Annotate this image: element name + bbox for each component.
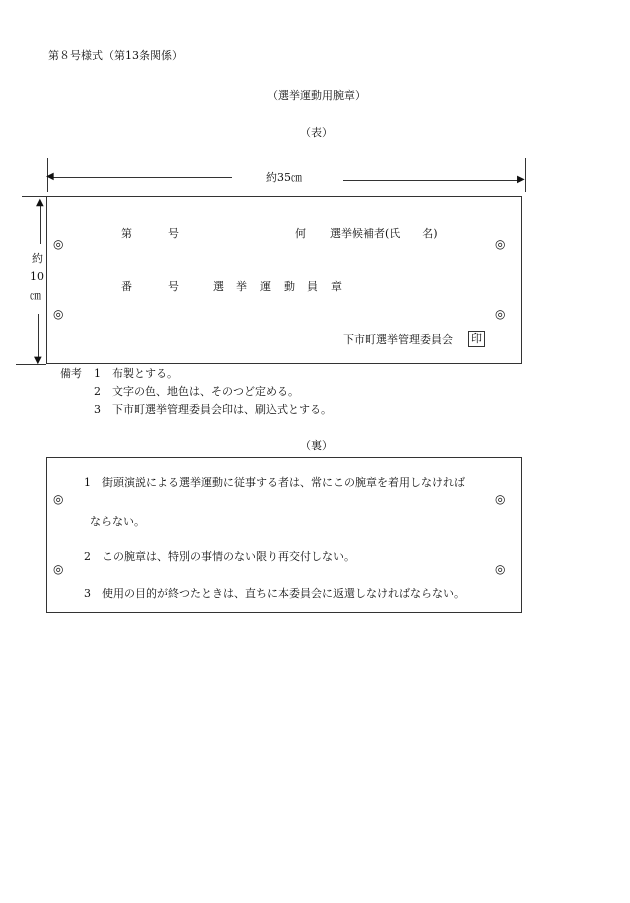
height-arrow-line-top <box>40 204 41 244</box>
committee-name: 下市町選挙管理委員会 <box>343 333 453 346</box>
candidate-name-label: 選挙候補者(氏 名) <box>330 227 438 240</box>
note-2-number: 2 <box>94 385 101 398</box>
row1-dai: 第 <box>121 227 132 240</box>
width-arrow-line-right <box>343 180 519 181</box>
back-item-1-number: 1 <box>84 476 91 489</box>
note-3-number: 3 <box>94 403 101 416</box>
back-hole-bottom-right-icon: ◎ <box>495 562 506 576</box>
title-char-4: 動 <box>284 280 295 293</box>
back-hole-top-right-icon: ◎ <box>495 492 506 506</box>
title-char-2: 挙 <box>236 280 247 293</box>
hole-top-right-icon: ◎ <box>495 237 506 251</box>
width-tick-right <box>525 158 526 192</box>
back-hole-bottom-left-icon: ◎ <box>53 562 64 576</box>
hole-top-left-icon: ◎ <box>53 237 64 251</box>
row2-gou: 号 <box>168 280 179 293</box>
committee-seal: 印 <box>468 331 485 347</box>
back-item-3-number: 3 <box>84 587 91 600</box>
row1-nan: 何 <box>295 227 306 240</box>
note-1-text: 布製とする。 <box>112 367 178 380</box>
document-title: （選挙運動用腕章） <box>267 89 366 102</box>
arrow-up-icon: ▲ <box>36 197 44 208</box>
title-char-6: 章 <box>331 280 342 293</box>
height-label-3: ㎝ <box>30 289 41 302</box>
note-1-number: 1 <box>94 367 101 380</box>
width-label: 約35㎝ <box>266 171 302 184</box>
hole-bottom-right-icon: ◎ <box>495 307 506 321</box>
notes-label: 備考 <box>60 367 82 380</box>
row1-gou: 号 <box>168 227 179 240</box>
back-heading: （裏） <box>300 439 333 452</box>
back-item-3-text: 使用の目的が終つたときは、直ちに本委員会に返還しなければならない。 <box>102 587 465 600</box>
height-arrow-line-bottom <box>38 314 39 358</box>
arrow-down-icon: ▼ <box>34 355 42 366</box>
height-label-2: 10 <box>30 270 44 283</box>
form-number: 第８号様式（第13条関係） <box>48 49 183 62</box>
back-item-1-continuation: ならない。 <box>90 515 145 528</box>
back-item-1-text: 街頭演説による選挙運動に従事する者は、常にこの腕章を着用しなければ <box>102 476 465 489</box>
back-item-2-number: 2 <box>84 550 91 563</box>
front-heading: （表） <box>300 126 333 139</box>
title-char-1: 選 <box>213 280 224 293</box>
hole-bottom-left-icon: ◎ <box>53 307 64 321</box>
back-hole-top-left-icon: ◎ <box>53 492 64 506</box>
note-3-text: 下市町選挙管理委員会印は、刷込式とする。 <box>112 403 332 416</box>
height-label-1: 約 <box>32 252 43 265</box>
width-arrow-line-left <box>52 177 232 178</box>
note-2-text: 文字の色、地色は、そのつど定める。 <box>112 385 299 398</box>
title-char-5: 員 <box>307 280 318 293</box>
arrow-right-icon: ▶ <box>517 174 525 185</box>
arrow-left-icon: ◀ <box>46 171 54 182</box>
title-char-3: 運 <box>260 280 271 293</box>
row2-ban: 番 <box>121 280 132 293</box>
back-item-2-text: この腕章は、特別の事情のない限り再交付しない。 <box>102 550 355 563</box>
